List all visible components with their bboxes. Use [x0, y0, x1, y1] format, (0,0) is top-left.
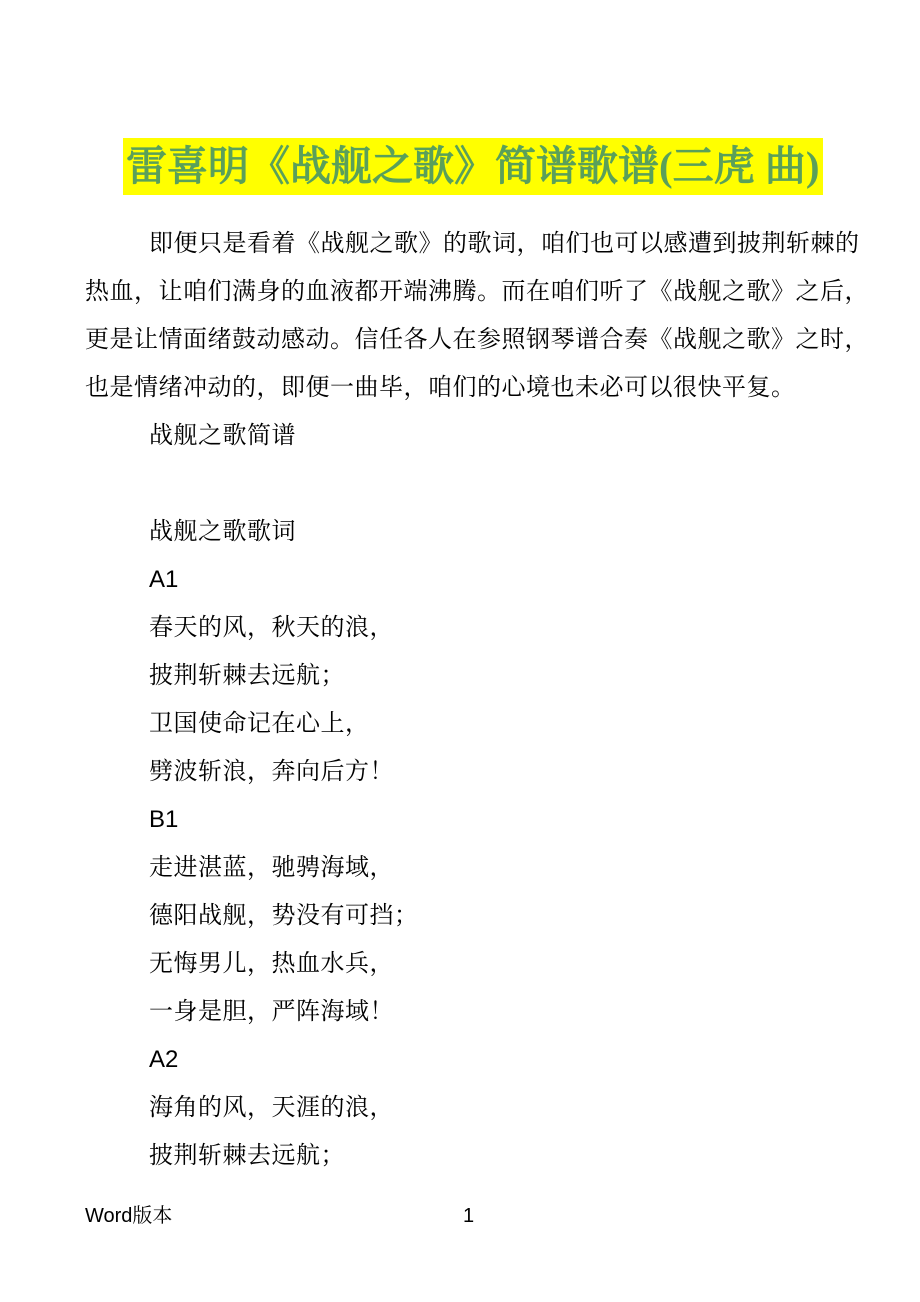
lyric-line: 一身是胆，严阵海域！ [149, 999, 394, 1025]
document-title [123, 138, 823, 195]
section-heading-sheet-music: 战舰之歌简谱 [149, 423, 296, 449]
page-number: 1 [463, 1205, 475, 1227]
lyric-line: 春天的风，秋天的浪， [149, 615, 394, 641]
paragraph-line: 热血，让咱们满身的血液都开端沸腾。而在咱们听了《战舰之歌》之后， [85, 279, 869, 305]
page-footer [85, 1203, 835, 1229]
paragraph-line: 即便只是看着《战舰之歌》的歌词，咱们也可以感遭到披荆斩棘的 [149, 231, 860, 257]
lyrics-verse-label-a2: A2 [149, 1046, 179, 1073]
lyric-line: 走进湛蓝，驰骋海域， [149, 855, 394, 881]
empty-line [85, 460, 845, 508]
lyric-line: 披荆斩棘去远航； [149, 663, 345, 689]
lyric-line: 无悔男儿，热血水兵， [149, 951, 394, 977]
section-heading-lyrics: 战舰之歌歌词 [149, 519, 296, 545]
lyric-line: 劈波斩浪，奔向后方！ [149, 759, 394, 785]
paragraph-line: 也是情绪冲动的，即便一曲毕，咱们的心境也未必可以很快平复。 [85, 375, 796, 401]
lyric-line: 德阳战舰，势没有可挡； [149, 903, 419, 929]
paragraph-line: 更是让情面绪鼓动感动。信任各人在参照钢琴谱合奏《战舰之歌》之时， [85, 327, 869, 353]
title-highlight: 雷喜明《战舰之歌》简谱歌谱(三虎 曲) [123, 138, 823, 195]
lyric-line: 卫国使命记在心上， [149, 711, 370, 737]
document-body [85, 220, 869, 1180]
lyrics-verse-label-b1: B1 [149, 806, 179, 833]
footer-word-version-label: Word版本 [85, 1205, 173, 1227]
lyric-line: 海角的风，天涯的浪， [149, 1095, 394, 1121]
lyric-line: 披荆斩棘去远航； [149, 1143, 345, 1169]
lyrics-verse-label-a1: A1 [149, 566, 179, 593]
